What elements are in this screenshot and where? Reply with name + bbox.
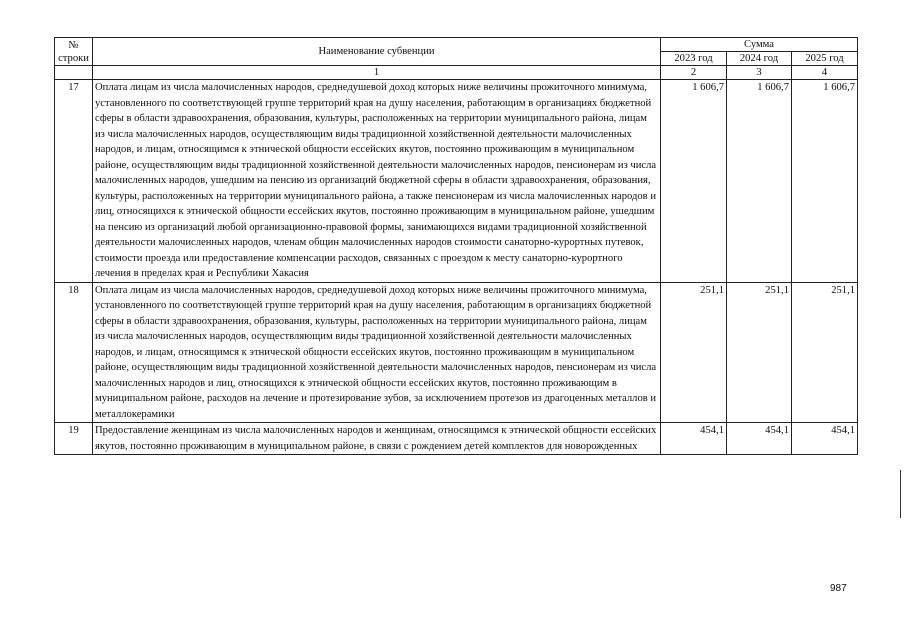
amount-2025: 454,1: [792, 423, 858, 455]
amount-2023: 454,1: [661, 423, 727, 455]
header-year-2023: 2023 год: [661, 52, 727, 66]
amount-2023: 251,1: [661, 282, 727, 423]
header-row-top: [55, 38, 858, 52]
amount-2024: 1 606,7: [727, 80, 792, 283]
amount-2024: 454,1: [727, 423, 792, 455]
row-number: 18: [55, 282, 93, 423]
header-year-2024: 2024 год: [727, 52, 792, 66]
header-sum: Сумма: [661, 38, 858, 52]
column-index-3: 3: [727, 66, 792, 80]
column-index-2: 2: [661, 66, 727, 80]
page-edge-mark: [900, 470, 901, 518]
row-number: 17: [55, 80, 93, 283]
page-number: 987: [830, 583, 847, 594]
amount-2023: 1 606,7: [661, 80, 727, 283]
column-index-row: [55, 66, 858, 80]
column-index-1: 1: [93, 66, 661, 80]
table-row: [55, 423, 858, 455]
table-row: [55, 282, 858, 423]
column-index-4: 4: [792, 66, 858, 80]
header-row-number: [55, 38, 93, 66]
subvention-name: Предоставление женщинам из числа малочисленных народов и женщинам, относящимся к этнической общности ессейских якутов, постоянно проживающим в муниципальном районе, в связи с рождением детей комплектов для новорожденных: [93, 423, 661, 455]
header-name: Наименование субвенции: [93, 38, 661, 66]
table-row: [55, 80, 858, 283]
amount-2024: 251,1: [727, 282, 792, 423]
subvention-name: Оплата лицам из числа малочисленных народов, среднедушевой доход которых ниже величины прожиточного минимума, установленного по соответствующей группе территорий края на душу населения, работающим в организациях бюджетной сферы в области здравоохранения, образования, культуры, расположенных на территории муниципального района, лицам из числа малочисленных народов, осуществляющим виды традиционной хозяйственной деятельности малочисленных народов, и лицам, относящимся к этнической общности ессейских якутов, постоянно проживающим в муниципальном районе, осуществляющим виды традиционной хозяйственной деятельности малочисленных народов, пенсионерам из числа малочисленных народов и лиц, относящихся к этнической общности ессейских якутов, постоянно проживающим в муниципальном районе, расходов на лечение и протезирование зубов, за исключением протезов из драгоценных металлов и металлокерамики: [93, 282, 661, 423]
amount-2025: 1 606,7: [792, 80, 858, 283]
header-num-word: строки: [58, 52, 89, 64]
amount-2025: 251,1: [792, 282, 858, 423]
column-index-empty: [55, 66, 93, 80]
header-year-2025: 2025 год: [792, 52, 858, 66]
row-number: 19: [55, 423, 93, 455]
subvention-name: Оплата лицам из числа малочисленных народов, среднедушевой доход которых ниже величины прожиточного минимума, установленного по соответствующей группе территорий края на душу населения, работающим в организациях бюджетной сферы в области здравоохранения, образования, культуры, расположенных на территории муниципального района, лицам из числа малочисленных народов, осуществляющим виды традиционной хозяйственной деятельности малочисленных народов, и лицам, относящимся к этнической общности ессейских якутов, постоянно проживающим в муниципальном районе, осуществляющим виды традиционной хозяйственной деятельности малочисленных народов, пенсионерам из числа малочисленных народов, ушедшим на пенсию из организаций бюджетной сферы в области здравоохранения, образования, культуры, расположенных на территории муниципального района, а также пенсионерам из числа малочисленных народов и лиц, относящихся к этнической общности ессейских якутов, постоянно проживающим в муниципальном районе, ушедшим на пенсию из организаций любой организационно-правовой формы, занимающихся видами традиционной хозяйственной деятельности малочисленных народов, членам общин малочисленных народов стоимости санаторно-курортных путевок, стоимости проезда или предоставление компенсации расходов, связанных с проездом к месту санаторно-курортного лечения в пределах края и Республики Хакасия: [93, 80, 661, 283]
header-num-sign: №: [68, 39, 79, 51]
subventions-table: [54, 37, 858, 455]
